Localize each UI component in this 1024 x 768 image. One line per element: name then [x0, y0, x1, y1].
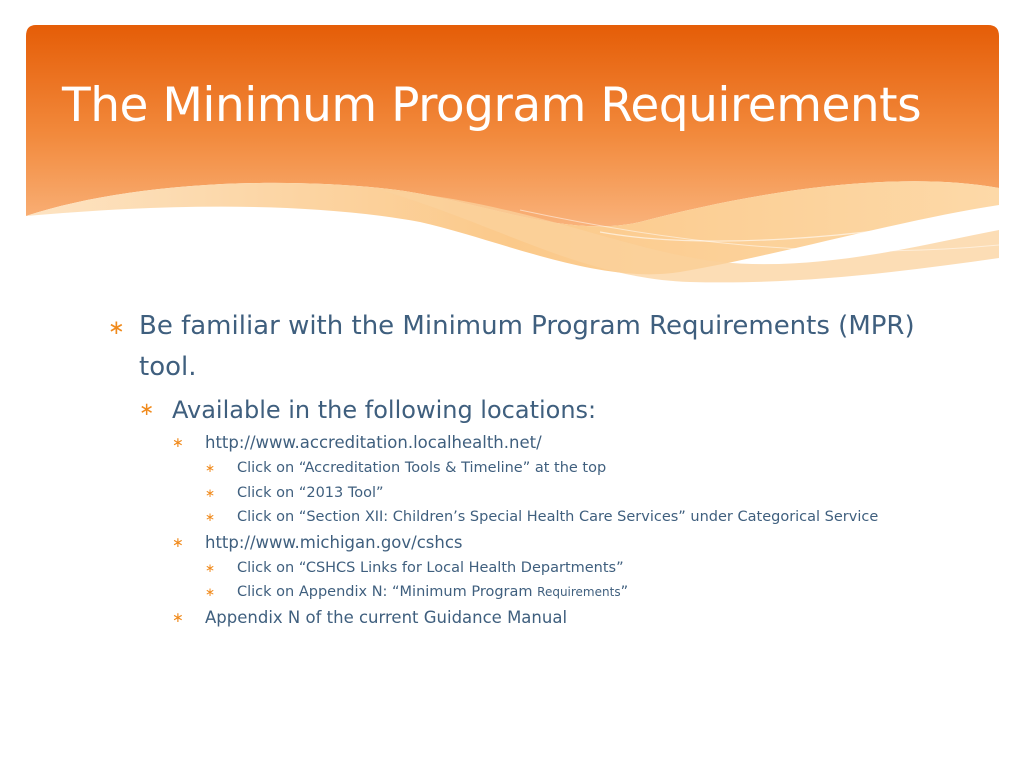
asterisk-bullet-icon: ∗ — [205, 585, 216, 599]
bullet-item-locations — [139, 392, 968, 631]
step-item — [205, 505, 968, 530]
asterisk-bullet-icon: ∗ — [205, 485, 216, 500]
asterisk-bullet-icon: ∗ — [172, 609, 184, 626]
asterisk-bullet-icon: ∗ — [139, 399, 155, 420]
step-text-end: ” — [620, 584, 629, 600]
location-text: Appendix N of the current Guidance Manual — [205, 607, 568, 627]
location-link[interactable]: http://www.accreditation.localhealth.net/ — [205, 433, 542, 452]
slide-title: The Minimum Program Requirements — [62, 78, 922, 133]
step-text-small: Requirements — [537, 585, 621, 599]
step-text: Click on “Accreditation Tools & Timeline” at the top — [237, 460, 607, 476]
asterisk-bullet-icon: ∗ — [205, 510, 216, 524]
location-item — [172, 605, 968, 631]
asterisk-bullet-icon: ∗ — [205, 461, 216, 475]
header-banner — [0, 0, 1024, 300]
asterisk-bullet-icon: ∗ — [172, 435, 184, 451]
asterisk-bullet-icon: ∗ — [172, 534, 184, 551]
step-text: Click on “CSHCS Links for Local Health Departments” — [237, 559, 624, 576]
asterisk-bullet-icon: ∗ — [205, 560, 216, 575]
location-item — [172, 430, 968, 530]
sub-bullet-list — [139, 392, 968, 631]
bullet-item-mpr — [108, 306, 968, 631]
location-link[interactable]: http://www.michigan.gov/cshcs — [205, 532, 463, 552]
step-item — [205, 456, 968, 481]
step-item — [205, 556, 968, 581]
step-item — [205, 580, 968, 605]
steps-list — [205, 556, 968, 605]
slide-content — [108, 306, 968, 631]
bullet-text: Available in the following locations: — [172, 396, 597, 424]
bullet-text: Be familiar with the Minimum Program Requirements (MPR) tool. — [139, 311, 915, 382]
location-item — [172, 530, 968, 605]
steps-list — [205, 456, 968, 530]
step-text: Click on “Section XII: Children’s Special Health Care Services” under Categorical Service — [237, 509, 879, 525]
bullet-list — [108, 306, 968, 631]
step-item — [205, 481, 968, 506]
step-text: Click on “2013 Tool” — [237, 484, 384, 501]
step-text-main: Click on Appendix N: “Minimum Program — [237, 584, 538, 600]
asterisk-bullet-icon: ∗ — [108, 315, 125, 339]
locations-list — [172, 430, 968, 631]
